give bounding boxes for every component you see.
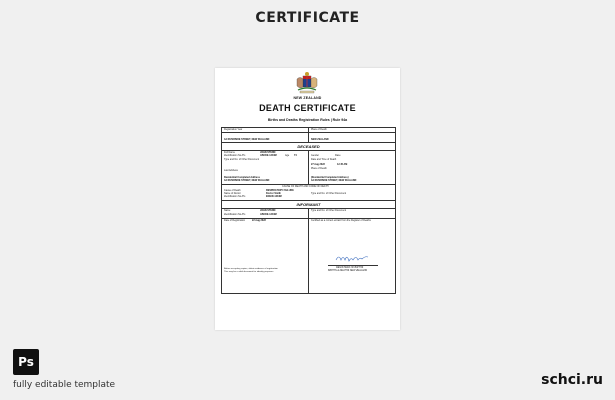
time-of-death: 12.45 AM	[337, 163, 348, 166]
signature-icon	[334, 253, 370, 263]
identification-label: Identification No./Ps	[224, 154, 246, 157]
last-address-label: Last Address	[224, 169, 238, 172]
registration-date: 22 Aug 2022	[252, 219, 266, 222]
age-label: Age	[285, 154, 290, 157]
informant-type-label: Type and No. of Other Document	[311, 209, 347, 212]
cause-value: RESPIRATORY FAILURE	[266, 189, 294, 192]
brand-label: schci.ru	[541, 372, 603, 388]
doctor-label: Name of Doctor	[224, 192, 241, 195]
date-time-label: Date and Time of Death	[311, 158, 337, 161]
country-label: NEW ZEALAND	[293, 96, 322, 100]
deceased-id: ABCDE-1234M	[260, 154, 277, 157]
residential-value: 4A RIVERSIDE STREET, NEW ZEALAND	[224, 179, 270, 182]
gender-label: Gender	[311, 154, 319, 157]
informant-id: ABCDE-1234M	[260, 213, 277, 216]
doctor-id-value: ENGID-1234M	[266, 195, 282, 198]
editable-caption: fully editable template	[13, 380, 116, 390]
doctor-value: Doctor Smith	[266, 192, 282, 195]
doc-no-label: Type and No. of Other Document	[311, 192, 347, 195]
age-value: 74	[294, 154, 297, 157]
photoshop-icon: Ps	[13, 349, 39, 375]
registrar-sub: BIRTHS & DEATHS NEW ZEALAND	[328, 269, 368, 272]
deceased-heading: DECEASED	[297, 144, 320, 149]
deceased-name: JOHN STERN	[260, 151, 276, 154]
full-name-label: Full Name	[224, 151, 235, 154]
note-line-2: This may be a valid document for identity purposes.	[224, 271, 274, 273]
address-left: 4A RIVERSIDE STREET, NEW ZEALAND	[224, 138, 270, 141]
note-line-1: Before accepting copies, obtain evidence of registration	[224, 268, 278, 270]
date-of-death: 27 Aug 2022	[311, 163, 325, 166]
coat-of-arms-icon	[294, 71, 320, 95]
place-label: Place of Death	[311, 167, 327, 170]
certificate-form	[221, 127, 396, 294]
race-label: Race	[335, 154, 341, 157]
document-subtitle: Births and Deaths Registration Rules | Rule 94a	[267, 118, 348, 122]
cause-heading: CAUSE OF DEATH AND CODE OF DEATH	[282, 185, 329, 188]
certificate-page	[215, 68, 400, 330]
doctor-id-label: Identification No./Ps	[224, 195, 246, 198]
informant-name-label: Name	[224, 209, 231, 212]
page-heading: CERTIFICATE	[255, 10, 360, 26]
residential-title: Residential Completed Address	[224, 176, 260, 179]
place-of-death-label: Place of Death	[311, 128, 327, 131]
cause-label: Cause of Death	[224, 189, 241, 192]
completed-value: 4A RIVERSIDE STREET, NEW ZEALAND	[311, 179, 357, 182]
informant-name: JOHN STERN	[260, 209, 276, 212]
document-title: DEATH CERTIFICATE	[259, 103, 356, 113]
type-doc-label: Type and No. of Other Document	[224, 158, 260, 161]
registrar-title: REGISTRAR OF BIRTHS	[336, 266, 364, 269]
informant-id-label: Identification No./Ps	[224, 213, 246, 216]
address-right: NEW ZEALAND	[311, 138, 329, 141]
completed-title: (Residential Completed Address)	[311, 176, 349, 179]
certified-text: Certified as a correct extract from the Register of Deaths	[311, 219, 371, 222]
informant-heading: INFORMANT	[296, 202, 321, 207]
registration-date-label: Date of Registration	[224, 219, 246, 222]
registration-label: Registration Year	[224, 128, 243, 131]
